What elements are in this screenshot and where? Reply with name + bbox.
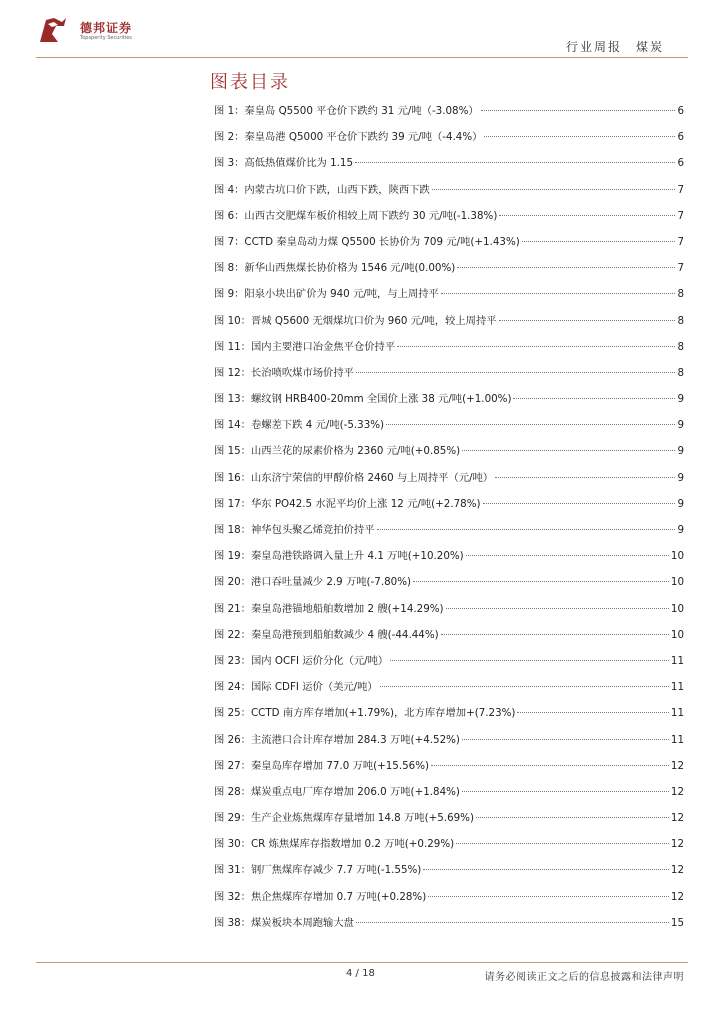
toc-dot-leader xyxy=(356,372,676,373)
toc-entry-page[interactable]: 9 xyxy=(677,445,684,458)
toc-dot-leader xyxy=(446,608,669,609)
toc-entry-page[interactable]: 12 xyxy=(670,864,684,877)
toc-entry[interactable] xyxy=(214,757,684,783)
toc-entry-page[interactable]: 9 xyxy=(677,497,684,510)
toc-dot-leader xyxy=(380,686,669,687)
toc-entry-page[interactable]: 12 xyxy=(670,759,684,772)
toc-entry-page[interactable]: 11 xyxy=(670,681,684,694)
toc-dot-leader xyxy=(462,791,669,792)
toc-dot-leader xyxy=(462,739,669,740)
toc-entry[interactable] xyxy=(214,652,684,678)
toc-dot-leader xyxy=(431,765,669,766)
toc-dot-leader xyxy=(423,869,669,870)
header-divider xyxy=(36,57,688,58)
toc-entry-label[interactable]: 图 11：国内主要港口冶金焦平仓价持平 xyxy=(214,340,396,353)
toc-dot-leader xyxy=(484,136,675,137)
toc-entry-label[interactable]: 图 1：秦皇岛 Q5500 平仓价下跌约 31 元/吨（-3.08%） xyxy=(214,105,479,117)
toc-entry-label[interactable]: 图 2：秦皇岛港 Q5000 平仓价下跌约 39 元/吨（-4.4%） xyxy=(214,131,483,144)
toc-entry-page[interactable]: 10 xyxy=(670,550,684,563)
toc-entry[interactable] xyxy=(214,835,684,861)
toc-entry-page[interactable]: 9 xyxy=(677,393,684,406)
toc-entry-label[interactable]: 图 15：山西兰花的尿素价格为 2360 元/吨(+0.85%) xyxy=(214,445,461,458)
toc-entry[interactable] xyxy=(214,128,684,154)
toc-entry[interactable] xyxy=(214,809,684,835)
toc-entry-label[interactable]: 图 27：秦皇岛库存增加 77.0 万吨(+15.56%) xyxy=(214,759,430,772)
toc-entry-page[interactable]: 7 xyxy=(677,235,684,248)
toc-dot-leader xyxy=(413,581,669,582)
toc-entry-label[interactable]: 图 7：CCTD 秦皇岛动力煤 Q5500 长协价为 709 元/吨(+1.43%) xyxy=(214,235,520,248)
toc-entry-page[interactable]: 8 xyxy=(677,340,684,353)
toc-entry-label[interactable]: 图 8：新华山西焦煤长协价格为 1546 元/吨(0.00%) xyxy=(214,262,456,275)
toc-entry[interactable] xyxy=(214,600,684,626)
footer-divider xyxy=(36,962,688,963)
toc-dot-leader xyxy=(432,189,676,190)
toc-entry-label[interactable]: 图 23：国内 OCFI 运价分化（元/吨） xyxy=(214,654,389,667)
toc-dot-leader xyxy=(390,660,669,661)
toc-entry[interactable] xyxy=(214,704,684,730)
toc-entry-label[interactable]: 图 32：焦企焦煤库存增加 0.7 万吨(+0.28%) xyxy=(214,890,427,903)
toc-entry-page[interactable]: 9 xyxy=(677,471,684,484)
dragon-logo-icon xyxy=(36,14,70,46)
toc-dot-leader xyxy=(495,477,675,478)
toc-entry-label[interactable]: 图 26：主流港口合计库存增加 284.3 万吨(+4.52%) xyxy=(214,733,460,746)
toc-entry-label[interactable]: 图 25：CCTD 南方库存增加(+1.79%)，北方库存增加+(7.23%) xyxy=(214,707,516,720)
toc-dot-leader xyxy=(513,398,675,399)
toc-dot-leader xyxy=(462,450,675,451)
toc-entry[interactable] xyxy=(214,521,684,547)
toc-entry-label[interactable]: 图 21：秦皇岛港锚地船舶数增加 2 艘(+14.29%) xyxy=(214,602,444,615)
toc-entry[interactable] xyxy=(214,259,684,285)
toc-entry-page[interactable]: 8 xyxy=(677,314,684,327)
toc-entry-page[interactable]: 7 xyxy=(677,262,684,275)
toc-entry-page[interactable]: 6 xyxy=(677,105,684,117)
toc-entry[interactable] xyxy=(214,390,684,416)
toc-entry-page[interactable]: 10 xyxy=(670,576,684,589)
toc-entry[interactable] xyxy=(214,181,684,207)
toc-entry-page[interactable]: 6 xyxy=(677,131,684,144)
toc-dot-leader xyxy=(377,529,676,530)
toc-entry-label[interactable]: 图 38：煤炭板块本周跑输大盘 xyxy=(214,916,354,929)
toc-entry-label[interactable]: 图 9：阳泉小块出矿价为 940 元/吨，与上周持平 xyxy=(214,288,439,301)
toc-entry[interactable] xyxy=(214,285,684,311)
toc-entry-label[interactable]: 图 12：长治喷吹煤市场价持平 xyxy=(214,366,354,379)
toc-entry-label[interactable]: 图 30：CR 炼焦煤库存指数增加 0.2 万吨(+0.29%) xyxy=(214,838,455,851)
toc-dot-leader xyxy=(356,922,669,923)
toc-entry-page[interactable]: 7 xyxy=(677,183,684,196)
toc-entry-label[interactable]: 图 19：秦皇岛港铁路调入量上升 4.1 万吨(+10.20%) xyxy=(214,550,464,563)
toc-entry-label[interactable]: 图 22：秦皇岛港预到船舶数减少 4 艘(-44.44%) xyxy=(214,628,439,641)
toc-entry-page[interactable]: 12 xyxy=(670,812,684,825)
toc-entry-label[interactable]: 图 24：国际 CDFI 运价（美元/吨） xyxy=(214,681,378,694)
toc-entry-label[interactable]: 图 28：煤炭重点电厂库存增加 206.0 万吨(+1.84%) xyxy=(214,785,460,798)
toc-dot-leader xyxy=(386,424,675,425)
toc-entry-page[interactable]: 10 xyxy=(670,628,684,641)
toc-dot-leader xyxy=(499,215,675,216)
toc-dot-leader xyxy=(483,503,676,504)
page-number: 4 / 18 xyxy=(346,968,375,979)
toc-entry[interactable] xyxy=(214,783,684,809)
toc-dot-leader xyxy=(476,817,669,818)
toc-entry-label[interactable]: 图 6：山西古交肥煤车板价相较上周下跌约 30 元/吨(-1.38%) xyxy=(214,209,498,222)
toc-entry-page[interactable]: 12 xyxy=(670,890,684,903)
toc-entry-page[interactable]: 10 xyxy=(670,602,684,615)
toc-entry-page[interactable]: 7 xyxy=(677,209,684,222)
toc-title: 图表目录 xyxy=(210,72,290,93)
toc-entry-page[interactable]: 12 xyxy=(670,785,684,798)
toc-entry-label[interactable]: 图 4：内蒙古坑口价下跌，山西下跌，陕西下跌 xyxy=(214,183,430,196)
toc-dot-leader xyxy=(441,634,669,635)
toc-dot-leader xyxy=(457,267,675,268)
toc-entry[interactable] xyxy=(214,416,684,442)
company-logo xyxy=(36,14,146,48)
legal-disclaimer: 请务必阅读正文之后的信息披露和法律声明 xyxy=(484,972,684,983)
toc-entry-label[interactable]: 图 29：生产企业炼焦煤库存量增加 14.8 万吨(+5.69%) xyxy=(214,812,474,825)
toc-entry[interactable] xyxy=(214,312,684,338)
toc-entry[interactable] xyxy=(214,573,684,599)
toc-entry-label[interactable]: 图 17：华东 PO42.5 水泥平均价上涨 12 元/吨(+2.78%) xyxy=(214,497,481,510)
toc-entry[interactable] xyxy=(214,626,684,652)
toc-list xyxy=(214,102,684,940)
logo-chinese-name: 德邦证券 xyxy=(80,21,133,35)
toc-entry[interactable] xyxy=(214,495,684,521)
toc-entry-label[interactable]: 图 16：山东济宁荣信的甲醇价格 2460 与上周持平（元/吨） xyxy=(214,471,494,484)
toc-dot-leader xyxy=(456,843,669,844)
toc-entry[interactable] xyxy=(214,914,684,940)
toc-entry[interactable] xyxy=(214,888,684,914)
toc-entry[interactable] xyxy=(214,731,684,757)
toc-entry[interactable] xyxy=(214,442,684,468)
toc-dot-leader xyxy=(397,346,675,347)
toc-entry[interactable] xyxy=(214,154,684,180)
toc-entry-page[interactable]: 11 xyxy=(670,654,684,667)
toc-dot-leader xyxy=(466,555,669,556)
toc-entry[interactable] xyxy=(214,338,684,364)
toc-dot-leader xyxy=(522,241,676,242)
toc-entry-page[interactable]: 11 xyxy=(670,707,684,720)
toc-entry-page[interactable]: 8 xyxy=(677,288,684,301)
toc-dot-leader xyxy=(499,320,676,321)
toc-dot-leader xyxy=(481,110,676,111)
toc-entry-label[interactable]: 图 10：晋城 Q5600 无烟煤坑口价为 960 元/吨，较上周持平 xyxy=(214,314,497,327)
toc-entry-page[interactable]: 12 xyxy=(670,838,684,851)
toc-entry-label[interactable]: 图 3：高低热值煤价比为 1.15 xyxy=(214,157,353,170)
toc-dot-leader xyxy=(517,712,668,713)
toc-entry-label[interactable]: 图 13：螺纹钢 HRB400-20mm 全国价上涨 38 元/吨(+1.00%) xyxy=(214,393,512,406)
toc-dot-leader xyxy=(355,162,675,163)
toc-entry-page[interactable]: 9 xyxy=(677,419,684,432)
toc-entry-page[interactable]: 11 xyxy=(670,733,684,746)
toc-entry-page[interactable]: 9 xyxy=(677,524,684,536)
toc-entry-label[interactable]: 图 14：卷螺差下跌 4 元/吨(-5.33%) xyxy=(214,419,385,432)
toc-entry-page[interactable]: 8 xyxy=(677,366,684,379)
toc-entry[interactable] xyxy=(214,469,684,495)
toc-dot-leader xyxy=(428,896,669,897)
report-category: 行业周报 煤炭 xyxy=(565,40,664,54)
toc-entry-label[interactable]: 图 20：港口吞吐量减少 2.9 万吨(-7.80%) xyxy=(214,576,412,589)
toc-dot-leader xyxy=(441,293,676,294)
toc-entry[interactable] xyxy=(214,364,684,390)
toc-entry[interactable] xyxy=(214,861,684,887)
toc-entry[interactable] xyxy=(214,547,684,573)
toc-entry[interactable] xyxy=(214,207,684,233)
toc-entry[interactable] xyxy=(214,678,684,704)
toc-entry-label[interactable]: 图 18：神华包头聚乙烯竞拍价持平 xyxy=(214,524,375,536)
toc-entry-label[interactable]: 图 31：钢厂焦煤库存减少 7.7 万吨(-1.55%) xyxy=(214,864,422,877)
toc-entry[interactable] xyxy=(214,233,684,259)
toc-entry[interactable] xyxy=(214,102,684,128)
toc-entry-page[interactable]: 6 xyxy=(677,157,684,170)
toc-entry-page[interactable]: 15 xyxy=(670,916,684,929)
logo-english-name: Topsperity Securities xyxy=(80,35,132,41)
